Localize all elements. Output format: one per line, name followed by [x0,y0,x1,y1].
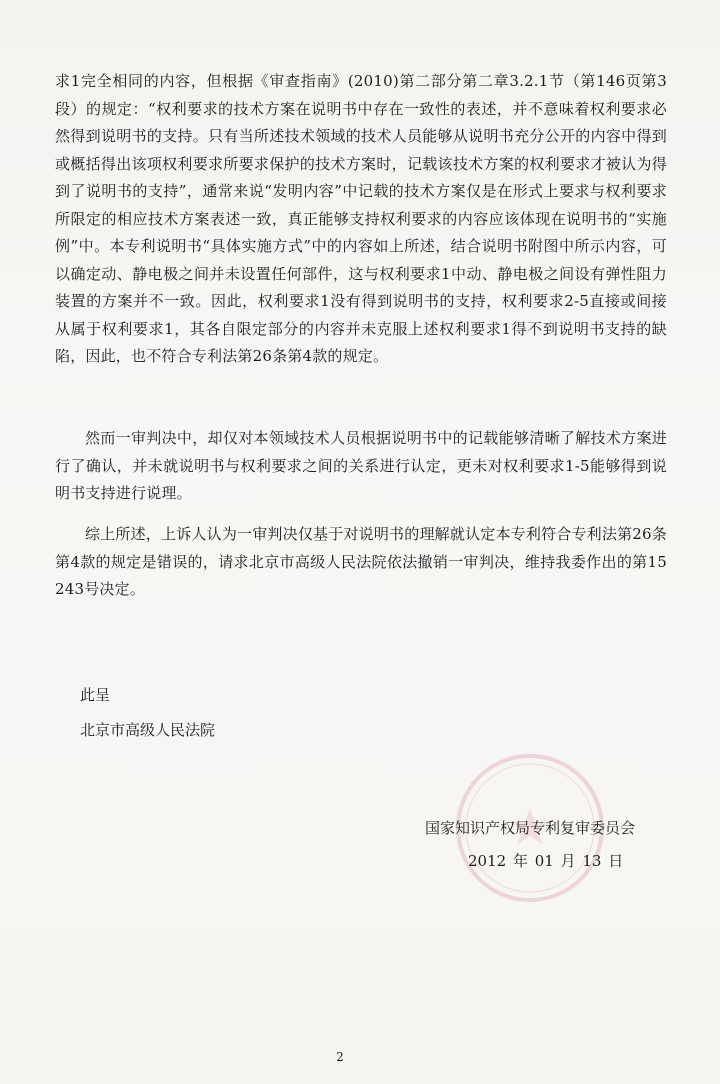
document-date: 2012 年 01 月 13 日 [468,852,624,870]
signer-organization: 国家知识产权局专利复审委员会 [425,819,636,837]
body-paragraph-3: 综上所述，上诉人认为一审判决仅基于对说明书的理解就认定本专利符合专利法第26条第4款的规定是错误的，请求北京市高级人民法院依法撤销一审判决，维持我委作出的第15243号决定。 [55,525,667,598]
recipient-court: 北京市高级人民法院 [80,721,216,739]
page-number: 2 [336,1050,344,1064]
body-paragraph-2: 然而一审判决中，却仅对本领域技术人员根据说明书中的记载能够清晰了解技术方案进行了确认，并未就说明书与权利要求之间的关系进行认定，更未对权利要求1-5能够得到说明书支持进行说理。 [55,429,667,502]
closing-salutation: 此呈 [80,686,111,704]
body-paragraph-1: 求1完全相同的内容，但根据《审查指南》(2010)第二部分第二章3.2.1节（第146页第3段）的规定：“权利要求的技术方案在说明书中存在一致性的表述，并不意味着权利要求必然得到说明书的支持。只有当所述技术领域的技术人员能够从说明书充分公开的内容中得到或概括得出该项权利要求所要求保护的技术方案时，记载该技术方案的权利要求才被认为得到了说明书的支持”，通常来说“发明内容”中记载的技术方案仅是在形式上要求与权利要求所限定的相应技术方案表述一致，真正能够支持权利要求的内容应该体现在说明书的“实施例”中。本专利说明书“具体实施方式”中的内容如上所述，结合说明书附图中所示内容，可以确定动、静电极之间并未设置任何部件，这与权利要求1中动、静电极之间设有弹性阻力装置的方案并不一致。因此，权利要求1没有得到说明书的支持，权利要求2-5直接或间接从属于权利要求1，其各自限定部分的内容并未克服上述权利要求1得不到说明书支持的缺陷，因此，也不符合专利法第26条第4款的规定。 [55,72,667,365]
